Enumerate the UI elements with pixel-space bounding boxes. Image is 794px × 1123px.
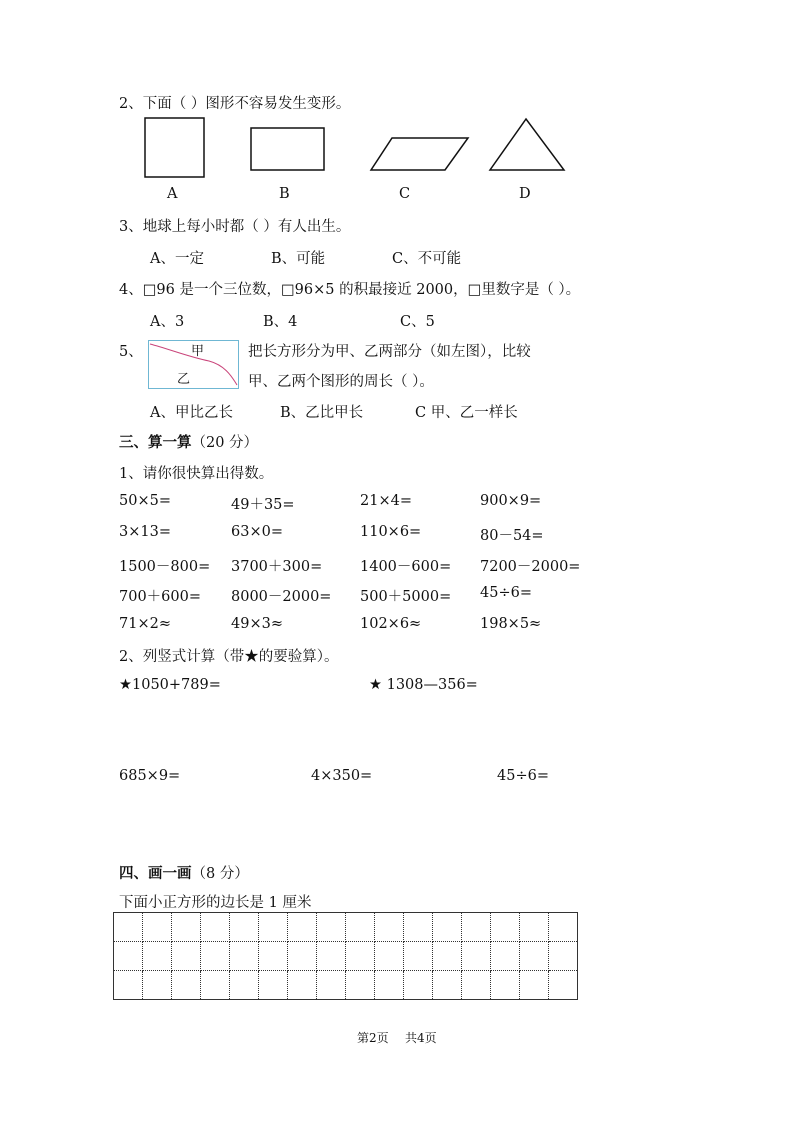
vertical-calc-2: ★ 1308—356= xyxy=(369,677,478,693)
section3-q2-text: 2、列竖式计算（带★的要验算）。 xyxy=(119,649,339,665)
q5-label-jia: 甲 xyxy=(191,344,205,359)
calc-item: 1500－800= xyxy=(119,559,211,575)
section3-score: （20 分） xyxy=(191,435,259,451)
grid-cell xyxy=(433,942,462,971)
calc-685x9: 685×9= xyxy=(119,768,181,784)
shape-parallelogram xyxy=(371,138,468,170)
q4-option-a: A、3 xyxy=(150,314,185,330)
grid-cell xyxy=(404,971,433,1000)
calc-item: 198×5≈ xyxy=(480,616,542,632)
grid-cell xyxy=(375,971,404,1000)
grid-cell xyxy=(172,942,201,971)
grid-cell xyxy=(375,913,404,942)
calc-item: 49×3≈ xyxy=(231,616,283,632)
grid-cell xyxy=(520,913,549,942)
calc-item: 45÷6= xyxy=(480,585,532,601)
q3-option-a: A、一定 xyxy=(150,251,204,267)
grid-cell xyxy=(259,942,288,971)
grid-cell xyxy=(230,913,259,942)
grid-cell xyxy=(491,971,520,1000)
shape-square xyxy=(145,118,204,177)
grid-cell xyxy=(317,913,346,942)
section3-title: 三、算一算 xyxy=(119,434,192,451)
q2-label-b: B xyxy=(279,186,290,202)
grid-cell xyxy=(462,942,491,971)
grid-row xyxy=(114,971,578,1000)
q5-line2: 甲、乙两个图形的周长（ ）。 xyxy=(248,374,434,390)
calc-item: 71×2≈ xyxy=(119,616,171,632)
calc-item: 500＋5000= xyxy=(360,589,452,605)
grid-cell xyxy=(172,913,201,942)
grid-cell xyxy=(259,971,288,1000)
grid-cell xyxy=(346,942,375,971)
section3-heading xyxy=(119,431,258,452)
shape-triangle xyxy=(490,119,564,170)
q3-option-b: B、可能 xyxy=(271,251,326,267)
q2-label-a: A xyxy=(167,186,178,202)
q2-shapes xyxy=(140,114,570,180)
calc-item: 8000－2000= xyxy=(231,589,332,605)
calc-item: 63×0= xyxy=(231,524,283,540)
grid-cell xyxy=(433,913,462,942)
calc-item: 7200－2000= xyxy=(480,559,581,575)
q3-text: 3、地球上每小时都（ ）有人出生。 xyxy=(119,219,351,235)
q5-number: 5、 xyxy=(119,344,143,360)
grid-cell xyxy=(114,971,143,1000)
grid-cell xyxy=(549,942,578,971)
calc-45div6: 45÷6= xyxy=(497,768,549,784)
shape-rectangle xyxy=(251,128,324,170)
calc-4x350: 4×350= xyxy=(311,768,373,784)
page-total: 共4页 xyxy=(405,1031,437,1045)
q5-option-a: A、甲比乙长 xyxy=(150,405,233,421)
grid-row xyxy=(114,942,578,971)
vertical-calc-1: ★1050+789= xyxy=(119,677,221,693)
grid-cell xyxy=(346,971,375,1000)
grid-cell xyxy=(404,942,433,971)
calc-item: 3×13= xyxy=(119,524,171,540)
calc-item: 900×9= xyxy=(480,493,542,509)
calc-item: 102×6≈ xyxy=(360,616,422,632)
grid-table xyxy=(113,912,578,1000)
section3-q1-text: 1、请你很快算出得数。 xyxy=(119,466,274,482)
q2-text: 2、下面（ ）图形不容易发生变形。 xyxy=(119,96,351,112)
grid-cell xyxy=(230,971,259,1000)
calc-item: 1400－600= xyxy=(360,559,452,575)
grid-cell xyxy=(143,971,172,1000)
calc-item: 80－54= xyxy=(480,528,544,544)
grid-cell xyxy=(114,942,143,971)
q5-option-b: B、乙比甲长 xyxy=(280,405,364,421)
calc-item: 21×4= xyxy=(360,493,412,509)
grid-cell xyxy=(230,942,259,971)
grid-cell xyxy=(317,942,346,971)
grid-cell xyxy=(462,913,491,942)
q5-option-c: C 甲、乙一样长 xyxy=(415,405,518,421)
grid-cell xyxy=(114,913,143,942)
grid-cell xyxy=(143,942,172,971)
grid-cell xyxy=(462,971,491,1000)
grid-cell xyxy=(375,942,404,971)
grid-cell xyxy=(259,913,288,942)
grid-cell xyxy=(549,971,578,1000)
grid-cell xyxy=(317,971,346,1000)
grid-cell xyxy=(491,942,520,971)
grid-cell xyxy=(288,971,317,1000)
grid-cell xyxy=(520,942,549,971)
q2-label-c: C xyxy=(399,186,411,202)
grid-cell xyxy=(433,971,462,1000)
calc-item: 3700＋300= xyxy=(231,559,323,575)
q5-label-yi: 乙 xyxy=(177,372,191,387)
grid-cell xyxy=(520,971,549,1000)
section4-title: 四、画一画 xyxy=(119,865,192,882)
calc-item: 700＋600= xyxy=(119,589,202,605)
q5-line1: 把长方形分为甲、乙两部分（如左图），比较 xyxy=(248,344,531,360)
grid-row xyxy=(114,913,578,942)
section4-score: （8 分） xyxy=(191,866,249,882)
grid-cell xyxy=(172,971,201,1000)
calc-item: 49＋35= xyxy=(231,497,295,513)
grid-cell xyxy=(404,913,433,942)
section4-text: 下面小正方形的边长是 1 厘米 xyxy=(119,895,312,911)
grid-cell xyxy=(549,913,578,942)
q5-figure xyxy=(148,340,239,389)
drawing-grid xyxy=(113,912,578,1000)
calc-item: 50×5= xyxy=(119,493,171,509)
grid-cell xyxy=(288,913,317,942)
section4-heading xyxy=(119,862,249,883)
calc-item: 110×6= xyxy=(360,524,422,540)
grid-cell xyxy=(143,913,172,942)
q4-text: 4、□96 是一个三位数，□96×5 的积最接近 2000，□里数字是（ ）。 xyxy=(119,282,581,298)
grid-cell xyxy=(491,913,520,942)
q4-option-b: B、4 xyxy=(263,314,298,330)
grid-cell xyxy=(288,942,317,971)
grid-cell xyxy=(201,913,230,942)
page-number: 第2页 xyxy=(357,1031,389,1045)
q4-option-c: C、5 xyxy=(400,314,435,330)
grid-cell xyxy=(346,913,375,942)
grid-cell xyxy=(201,942,230,971)
grid-cell xyxy=(201,971,230,1000)
q3-option-c: C、不可能 xyxy=(392,251,462,267)
q2-label-d: D xyxy=(519,186,531,202)
